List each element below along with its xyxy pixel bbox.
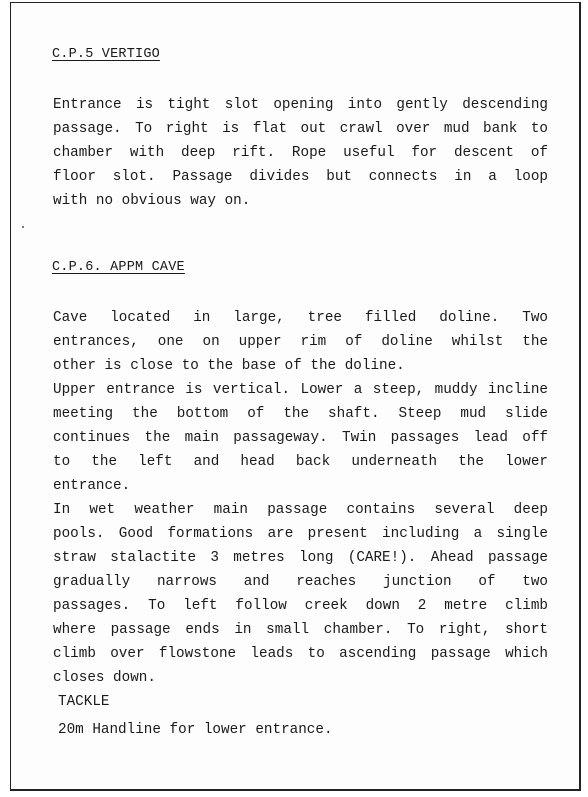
text-line: meeting the bottom of the shaft. Steep mud slide	[53, 406, 548, 422]
text-line: passages. To left follow creek down 2 metre climb	[53, 598, 548, 614]
text-line: straw stalactite 3 metres long (CARE!). Ahead passage	[53, 550, 548, 566]
tackle-heading: TACKLE	[58, 694, 110, 710]
text-line: Entrance is tight slot opening into gently descending	[53, 97, 548, 113]
section-heading-appm-cave: C.P.6. APPM CAVE	[52, 260, 185, 275]
text-line: climb over flowstone leads to ascending passage which	[53, 646, 548, 662]
text-line: continues the main passageway. Twin passages lead off	[53, 430, 548, 446]
text-line: other is close to the base of the doline.	[53, 358, 405, 374]
stray-mark	[22, 226, 24, 228]
section-heading-vertigo: C.P.5 VERTIGO	[52, 47, 160, 62]
tackle-text: 20m Handline for lower entrance.	[58, 722, 333, 738]
text-line: where passage ends in small chamber. To right, short	[53, 622, 548, 638]
text-line: to the left and head back underneath the lower	[53, 454, 548, 470]
text-line: pools. Good formations are present including a single	[53, 526, 548, 542]
text-line: In wet weather main passage contains several deep	[53, 502, 548, 518]
text-line: entrance.	[53, 478, 131, 494]
text-line: entrances, one on upper rim of doline whilst the	[53, 334, 548, 350]
text-line: chamber with deep rift. Rope useful for descent of	[53, 145, 548, 161]
text-line: passage. To right is flat out crawl over mud bank to	[53, 121, 548, 137]
section-body-vertigo	[53, 93, 548, 213]
text-line: closes down.	[53, 670, 156, 686]
text-line: floor slot. Passage divides but connects in a loop	[53, 169, 548, 185]
text-line: Cave located in large, tree filled doline. Two	[53, 310, 548, 326]
section-body-appm-cave	[53, 306, 548, 690]
text-line: gradually narrows and reaches junction of two	[53, 574, 548, 590]
text-line: with no obvious way on.	[53, 193, 251, 209]
text-line: Upper entrance is vertical. Lower a steep, muddy incline	[53, 382, 548, 398]
